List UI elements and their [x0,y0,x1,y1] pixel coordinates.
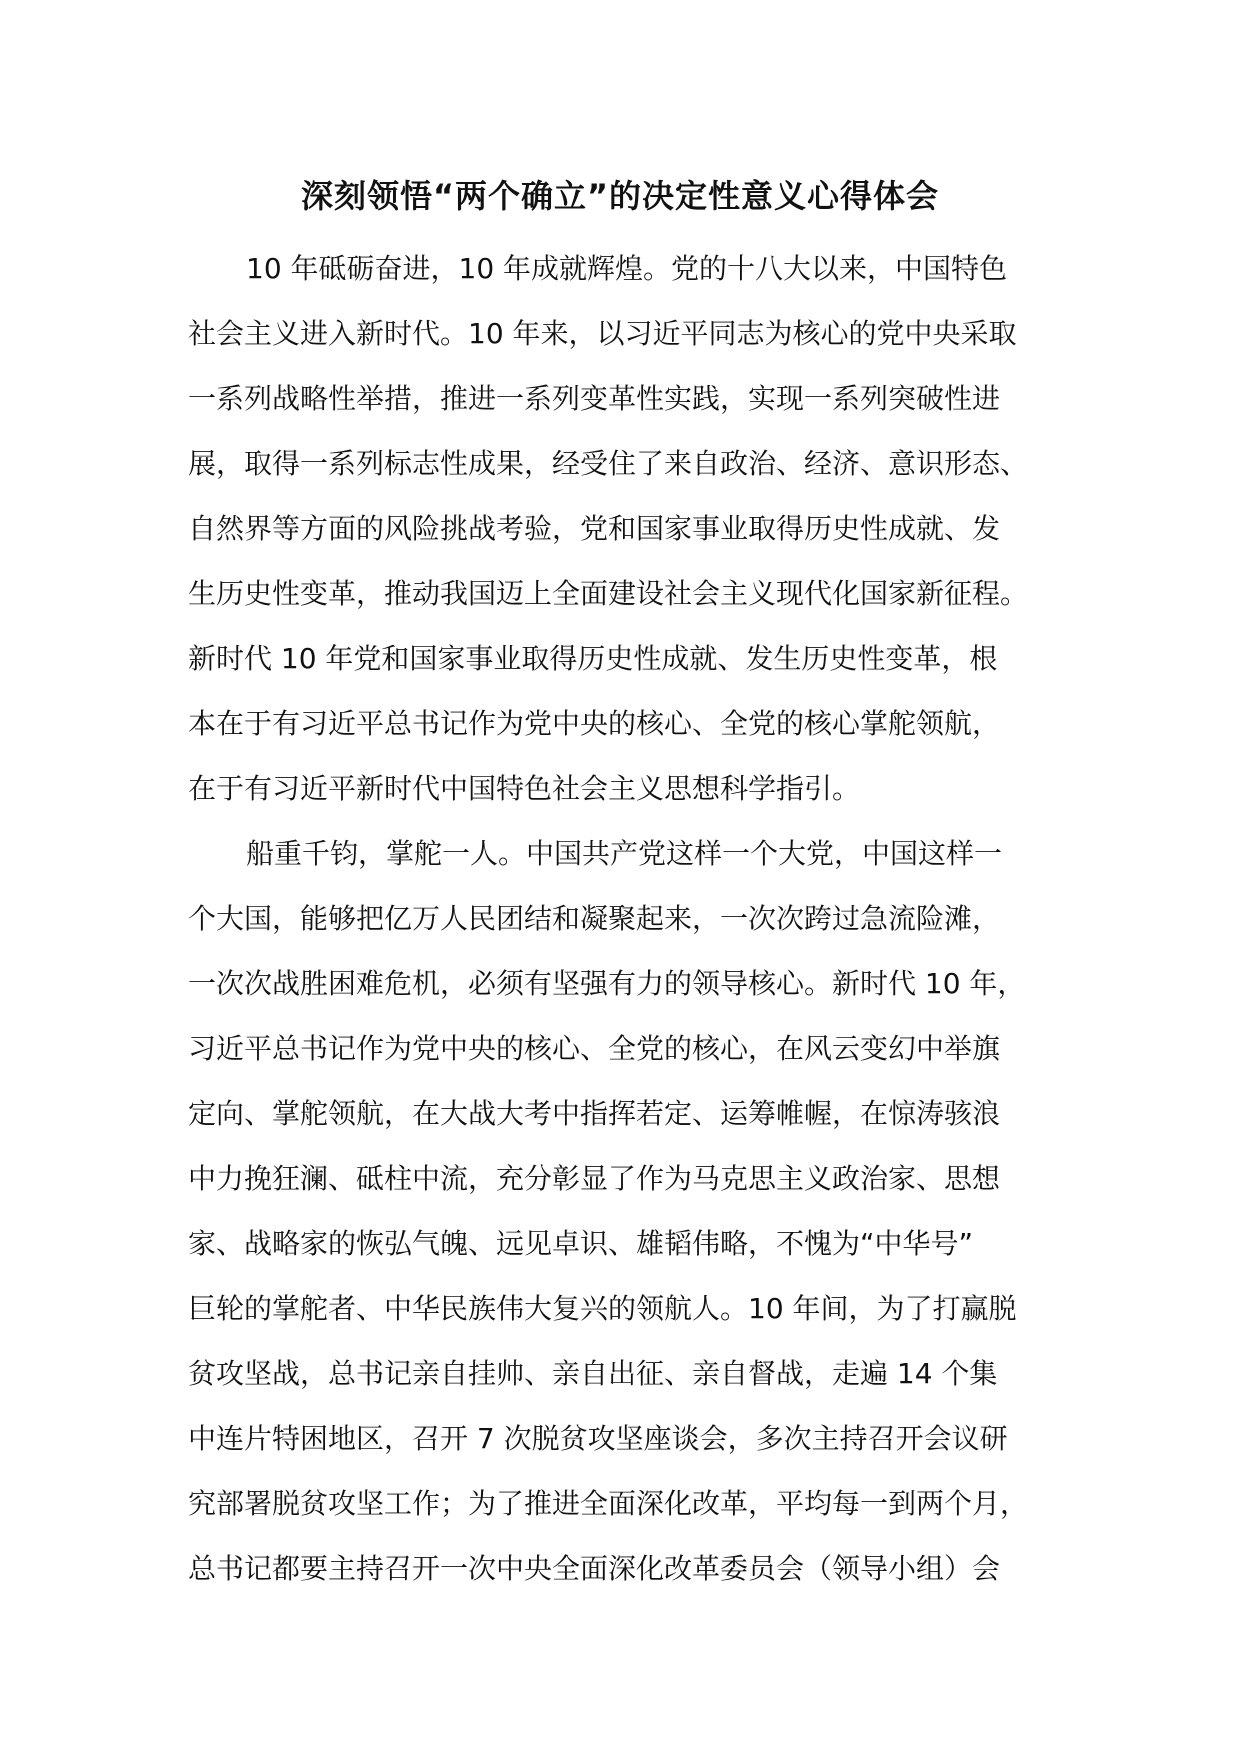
text-line: 10 年砥砺奋进，10 年成就辉煌。党的十八大以来，中国特色 [246,252,1008,285]
text-line: 一系列战略性举措，推进一系列变革性实践，实现一系列突破性进 [188,382,1001,415]
paragraph-1 [188,236,1088,821]
text-line: 究部署脱贫攻坚工作；为了推进全面深化改革，平均每一到两个月， [188,1487,1029,1520]
text-line: 社会主义进入新时代。10 年来，以习近平同志为核心的党中央采取 [188,317,1017,350]
text-line: 贫攻坚战，总书记亲自挂帅、亲自出征、亲自督战，走遍 14 个集 [188,1357,998,1390]
paragraph-2 [188,821,1088,1601]
text-line: 生历史性变革，推动我国迈上全面建设社会主义现代化国家新征程。 [188,577,1029,610]
text-line: 个大国，能够把亿万人民团结和凝聚起来，一次次跨过急流险滩， [188,902,1001,935]
text-line: 在于有习近平新时代中国特色社会主义思想科学指引。 [188,772,861,805]
text-line: 新时代 10 年党和国家事业取得历史性成就、发生历史性变革，根 [188,642,998,675]
text-line: 一次次战胜困难危机，必须有坚强有力的领导核心。新时代 10 年， [188,967,1026,1000]
text-line: 巨轮的掌舵者、中华民族伟大复兴的领航人。10 年间，为了打赢脱 [188,1292,1017,1325]
text-line: 船重千钧，掌舵一人。中国共产党这样一个大党，中国这样一 [246,837,1003,870]
text-line: 家、战略家的恢弘气魄、远见卓识、雄韬伟略，不愧为“中华号” [188,1227,974,1260]
text-line: 习近平总书记作为党中央的核心、全党的核心，在风云变幻中举旗 [188,1032,1001,1065]
text-line: 自然界等方面的风险挑战考验，党和国家事业取得历史性成就、发 [188,512,1001,545]
text-line: 展，取得一系列标志性成果，经受住了来自政治、经济、意识形态、 [188,447,1029,480]
document-title: 深刻领悟“两个确立”的决定性意义心得体会 [300,177,940,215]
text-line: 中力挽狂澜、砥柱中流，充分彰显了作为马克思主义政治家、思想 [188,1162,1001,1195]
text-line: 定向、掌舵领航，在大战大考中指挥若定、运筹帷幄，在惊涛骇浪 [188,1097,1001,1130]
text-line: 总书记都要主持召开一次中央全面深化改革委员会（领导小组）会 [188,1552,1001,1585]
document-body [188,236,1088,1601]
text-line: 本在于有习近平总书记作为党中央的核心、全党的核心掌舵领航， [188,707,1001,740]
text-line: 中连片特困地区，召开 7 次脱贫攻坚座谈会，多次主持召开会议研 [188,1422,1008,1455]
